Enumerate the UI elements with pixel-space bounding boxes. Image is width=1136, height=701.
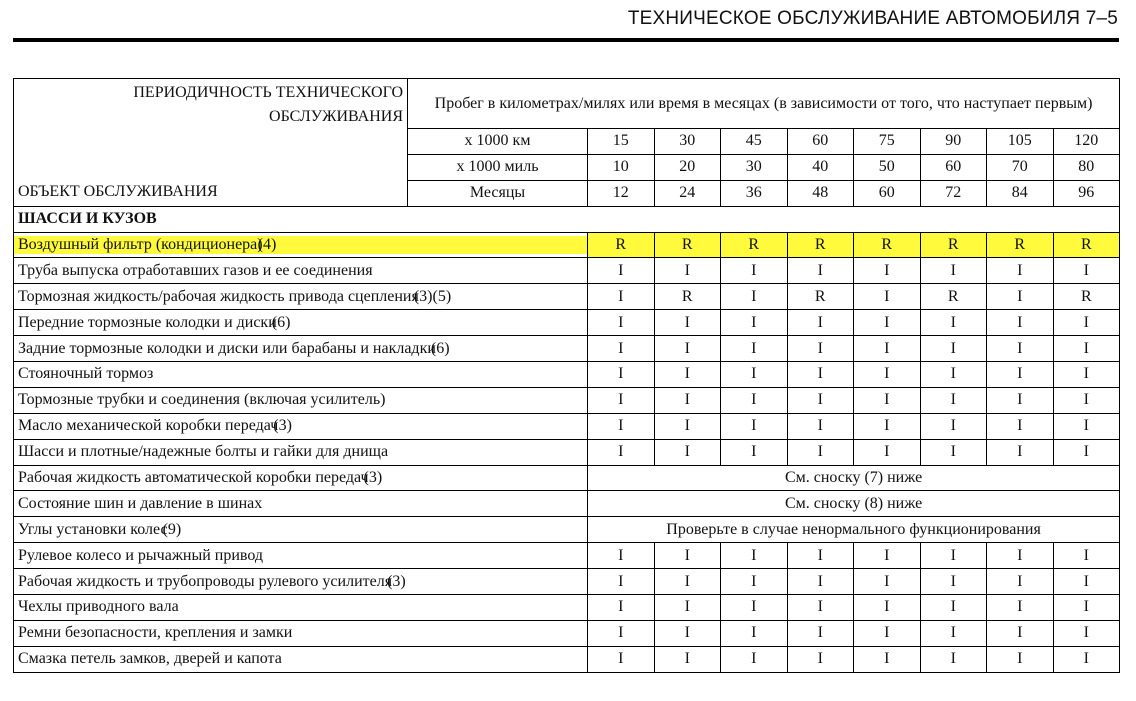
- service-mark: I: [588, 284, 655, 310]
- service-mark: I: [987, 310, 1054, 336]
- months-value: 84: [987, 180, 1054, 206]
- service-mark: I: [987, 284, 1054, 310]
- maintenance-item-label: Передние тормозные колодки и диски: [18, 313, 277, 331]
- maintenance-item-label: Шасси и плотные/надежные болты и гайки для днища: [18, 443, 389, 461]
- service-mark: I: [854, 336, 921, 362]
- service-mark: I: [1053, 620, 1120, 646]
- maintenance-item-cell: [14, 646, 588, 672]
- maintenance-item-label: Ремни безопасности, крепления и замки: [18, 624, 293, 642]
- service-mark: I: [654, 569, 721, 595]
- service-mark: I: [920, 543, 987, 569]
- service-mark: I: [1053, 362, 1120, 388]
- service-mark: I: [987, 595, 1054, 621]
- table-row: [14, 620, 1120, 646]
- km-value: 90: [920, 129, 987, 155]
- service-mark: I: [920, 620, 987, 646]
- service-mark: I: [854, 258, 921, 284]
- maintenance-item-cell: [14, 439, 588, 465]
- maintenance-item-cell: [14, 258, 588, 284]
- service-mark: I: [654, 336, 721, 362]
- service-mark: I: [1053, 595, 1120, 621]
- service-mark: I: [787, 413, 854, 439]
- maintenance-item-label: Тормозная жидкость/рабочая жидкость привода сцепления: [18, 287, 419, 305]
- service-mark: I: [854, 595, 921, 621]
- service-mark: R: [1053, 232, 1120, 258]
- service-mark: I: [721, 284, 788, 310]
- km-value: 105: [987, 129, 1054, 155]
- maintenance-item-label: Тормозные трубки и соединения (включая усилитель): [18, 391, 386, 409]
- service-mark: I: [854, 569, 921, 595]
- table-row: [14, 284, 1120, 310]
- service-mark: I: [654, 620, 721, 646]
- service-mark: I: [588, 336, 655, 362]
- service-mark: I: [787, 387, 854, 413]
- service-mark: I: [920, 362, 987, 388]
- table-row: [14, 362, 1120, 388]
- maintenance-item-label: Труба выпуска отработавших газов и ее соединения: [18, 261, 373, 279]
- service-mark: I: [588, 543, 655, 569]
- km-value: 15: [588, 129, 655, 155]
- service-mark: I: [920, 310, 987, 336]
- service-mark: I: [854, 620, 921, 646]
- service-mark: R: [1053, 284, 1120, 310]
- maintenance-schedule-table: [13, 78, 1120, 673]
- service-mark: I: [987, 439, 1054, 465]
- periodicity-title-line2: ОБСЛУЖИВАНИЯ: [269, 108, 403, 125]
- footnote-ref: (3)(5): [413, 287, 452, 305]
- service-mark: I: [987, 646, 1054, 672]
- service-mark: I: [787, 336, 854, 362]
- service-mark: I: [920, 387, 987, 413]
- service-mark: I: [987, 543, 1054, 569]
- service-mark: I: [588, 439, 655, 465]
- service-mark: I: [721, 439, 788, 465]
- maintenance-item-label: Воздушный фильтр (кондиционера): [18, 236, 263, 253]
- footnote-ref: (9): [162, 520, 182, 538]
- maintenance-item-cell: [14, 517, 588, 543]
- service-mark: I: [854, 362, 921, 388]
- km-value: 60: [787, 129, 854, 155]
- service-mark: I: [787, 595, 854, 621]
- service-mark: I: [854, 284, 921, 310]
- service-mark: I: [588, 620, 655, 646]
- months-value: 36: [721, 180, 788, 206]
- service-mark: I: [654, 258, 721, 284]
- service-mark: I: [854, 387, 921, 413]
- maintenance-item-cell: [14, 232, 588, 258]
- service-mark: I: [787, 439, 854, 465]
- maintenance-item-cell: [14, 465, 588, 491]
- service-mark: I: [721, 362, 788, 388]
- footnote-ref: (6): [271, 313, 291, 331]
- maintenance-item-label: Масло механической коробки передач: [18, 417, 279, 435]
- service-mark: I: [787, 620, 854, 646]
- service-mark: I: [854, 543, 921, 569]
- service-mark: I: [1053, 439, 1120, 465]
- table-row: [14, 646, 1120, 672]
- service-mark: I: [588, 362, 655, 388]
- service-mark: I: [787, 362, 854, 388]
- service-mark: I: [1053, 310, 1120, 336]
- span-note: См. сноску (8) ниже: [588, 491, 1120, 517]
- months-value: 48: [787, 180, 854, 206]
- service-mark: I: [1053, 336, 1120, 362]
- span-note: Проверьте в случае ненормального функционирования: [588, 517, 1120, 543]
- service-mark: I: [588, 413, 655, 439]
- table-row: [14, 258, 1120, 284]
- service-mark: R: [987, 232, 1054, 258]
- periodicity-header-cell: [14, 79, 408, 207]
- service-mark: I: [654, 362, 721, 388]
- section-title: ШАССИ И КУЗОВ: [14, 206, 1120, 232]
- maintenance-item-cell: [14, 310, 588, 336]
- table-row: [14, 336, 1120, 362]
- km-value: 75: [854, 129, 921, 155]
- km-value: 45: [721, 129, 788, 155]
- service-mark: I: [987, 620, 1054, 646]
- service-mark: I: [1053, 646, 1120, 672]
- service-mark: I: [787, 258, 854, 284]
- maintenance-item-cell: [14, 491, 588, 517]
- service-mark: I: [987, 336, 1054, 362]
- service-mark: I: [721, 258, 788, 284]
- miles-value: 50: [854, 154, 921, 180]
- service-mark: I: [654, 387, 721, 413]
- miles-value: 60: [920, 154, 987, 180]
- km-value: 30: [654, 129, 721, 155]
- service-mark: I: [721, 310, 788, 336]
- table-row: [14, 491, 1120, 517]
- service-mark: I: [721, 595, 788, 621]
- table-row: [14, 569, 1120, 595]
- service-mark: I: [987, 569, 1054, 595]
- miles-value: 10: [588, 154, 655, 180]
- service-mark: I: [654, 595, 721, 621]
- interval-description: Пробег в километрах/милях или время в месяцах (в зависимости от того, что наступает первым): [408, 79, 1120, 129]
- maintenance-item-label: Рабочая жидкость и трубопроводы рулевого усилителя: [18, 572, 393, 590]
- months-value: 96: [1053, 180, 1120, 206]
- service-mark: I: [854, 439, 921, 465]
- maintenance-item-label: Рабочая жидкость автоматической коробки передач: [18, 469, 369, 487]
- maintenance-item-label: Чехлы приводного вала: [18, 598, 179, 616]
- maintenance-item-label: Стояночный тормоз: [18, 365, 154, 383]
- service-mark: R: [787, 284, 854, 310]
- maintenance-item-cell: [14, 595, 588, 621]
- periodicity-title-line1: ПЕРИОДИЧНОСТЬ ТЕХНИЧЕСКОГО: [133, 84, 403, 101]
- object-header-label: ОБЪЕКТ ОБСЛУЖИВАНИЯ: [18, 182, 218, 200]
- footnote-ref: (4): [257, 236, 277, 253]
- service-mark: I: [654, 413, 721, 439]
- table-row: [14, 413, 1120, 439]
- table-row: [14, 543, 1120, 569]
- maintenance-item-label: Смазка петель замков, дверей и капота: [18, 650, 282, 668]
- service-mark: I: [920, 258, 987, 284]
- table-row: [14, 387, 1120, 413]
- maintenance-item-label: Рулевое колесо и рычажный привод: [18, 546, 263, 564]
- service-mark: R: [588, 232, 655, 258]
- maintenance-item-cell: [14, 543, 588, 569]
- service-mark: R: [654, 232, 721, 258]
- service-mark: I: [721, 569, 788, 595]
- months-value: 72: [920, 180, 987, 206]
- footnote-ref: (6): [430, 339, 450, 357]
- km-value: 120: [1053, 129, 1120, 155]
- service-mark: I: [588, 310, 655, 336]
- months-value: 60: [854, 180, 921, 206]
- service-mark: I: [1053, 258, 1120, 284]
- service-mark: I: [854, 413, 921, 439]
- maintenance-item-cell: [14, 413, 588, 439]
- service-mark: I: [654, 439, 721, 465]
- months-value: 12: [588, 180, 655, 206]
- service-mark: I: [721, 646, 788, 672]
- header-rule: [13, 38, 1119, 42]
- service-mark: I: [920, 595, 987, 621]
- maintenance-item-cell: [14, 362, 588, 388]
- miles-value: 40: [787, 154, 854, 180]
- table-row: [14, 232, 1120, 258]
- service-mark: I: [1053, 387, 1120, 413]
- service-mark: I: [721, 387, 788, 413]
- maintenance-item-cell: [14, 569, 588, 595]
- miles-value: 30: [721, 154, 788, 180]
- table-row: [14, 517, 1120, 543]
- service-mark: I: [920, 569, 987, 595]
- table-row: [14, 310, 1120, 336]
- service-mark: I: [787, 569, 854, 595]
- service-mark: I: [1053, 569, 1120, 595]
- maintenance-item-cell: [14, 620, 588, 646]
- service-mark: I: [1053, 413, 1120, 439]
- footnote-ref: (3): [387, 572, 406, 590]
- table-row: [14, 465, 1120, 491]
- service-mark: I: [588, 258, 655, 284]
- service-mark: I: [987, 387, 1054, 413]
- service-mark: I: [588, 569, 655, 595]
- maintenance-item-label: Задние тормозные колодки и диски или барабаны и накладки: [18, 339, 436, 357]
- page-header-title: ТЕХНИЧЕСКОЕ ОБСЛУЖИВАНИЕ АВТОМОБИЛЯ 7–5: [627, 8, 1118, 29]
- service-mark: I: [721, 336, 788, 362]
- service-mark: I: [920, 336, 987, 362]
- service-mark: R: [854, 232, 921, 258]
- table-row: [14, 595, 1120, 621]
- maintenance-item-cell: [14, 284, 588, 310]
- miles-value: 80: [1053, 154, 1120, 180]
- service-mark: I: [787, 310, 854, 336]
- footnote-ref: (3): [273, 417, 292, 435]
- service-mark: I: [787, 646, 854, 672]
- service-mark: R: [920, 284, 987, 310]
- service-mark: I: [721, 620, 788, 646]
- service-mark: I: [721, 413, 788, 439]
- months-label: Месяцы: [408, 180, 588, 206]
- maintenance-item-cell: [14, 387, 588, 413]
- service-mark: I: [654, 310, 721, 336]
- service-mark: I: [920, 439, 987, 465]
- service-mark: R: [721, 232, 788, 258]
- service-mark: R: [787, 232, 854, 258]
- service-mark: I: [920, 413, 987, 439]
- service-mark: I: [654, 543, 721, 569]
- miles-value: 20: [654, 154, 721, 180]
- footnote-ref: (3): [363, 469, 383, 487]
- service-mark: I: [654, 646, 721, 672]
- miles-label: x 1000 миль: [408, 154, 588, 180]
- service-mark: I: [1053, 543, 1120, 569]
- service-mark: R: [654, 284, 721, 310]
- miles-value: 70: [987, 154, 1054, 180]
- service-mark: I: [987, 362, 1054, 388]
- service-mark: I: [987, 413, 1054, 439]
- service-mark: I: [787, 543, 854, 569]
- service-mark: R: [920, 232, 987, 258]
- service-mark: I: [987, 258, 1054, 284]
- service-mark: I: [721, 543, 788, 569]
- span-note: См. сноску (7) ниже: [588, 465, 1120, 491]
- maintenance-item-cell: [14, 336, 588, 362]
- maintenance-item-label: Углы установки колес: [18, 520, 168, 538]
- table-row: [14, 439, 1120, 465]
- service-mark: I: [588, 387, 655, 413]
- service-mark: I: [854, 310, 921, 336]
- service-mark: I: [588, 646, 655, 672]
- months-value: 24: [654, 180, 721, 206]
- maintenance-item-label: Состояние шин и давление в шинах: [18, 494, 263, 512]
- service-mark: I: [920, 646, 987, 672]
- service-mark: I: [588, 595, 655, 621]
- service-mark: I: [854, 646, 921, 672]
- km-label: x 1000 км: [408, 129, 588, 155]
